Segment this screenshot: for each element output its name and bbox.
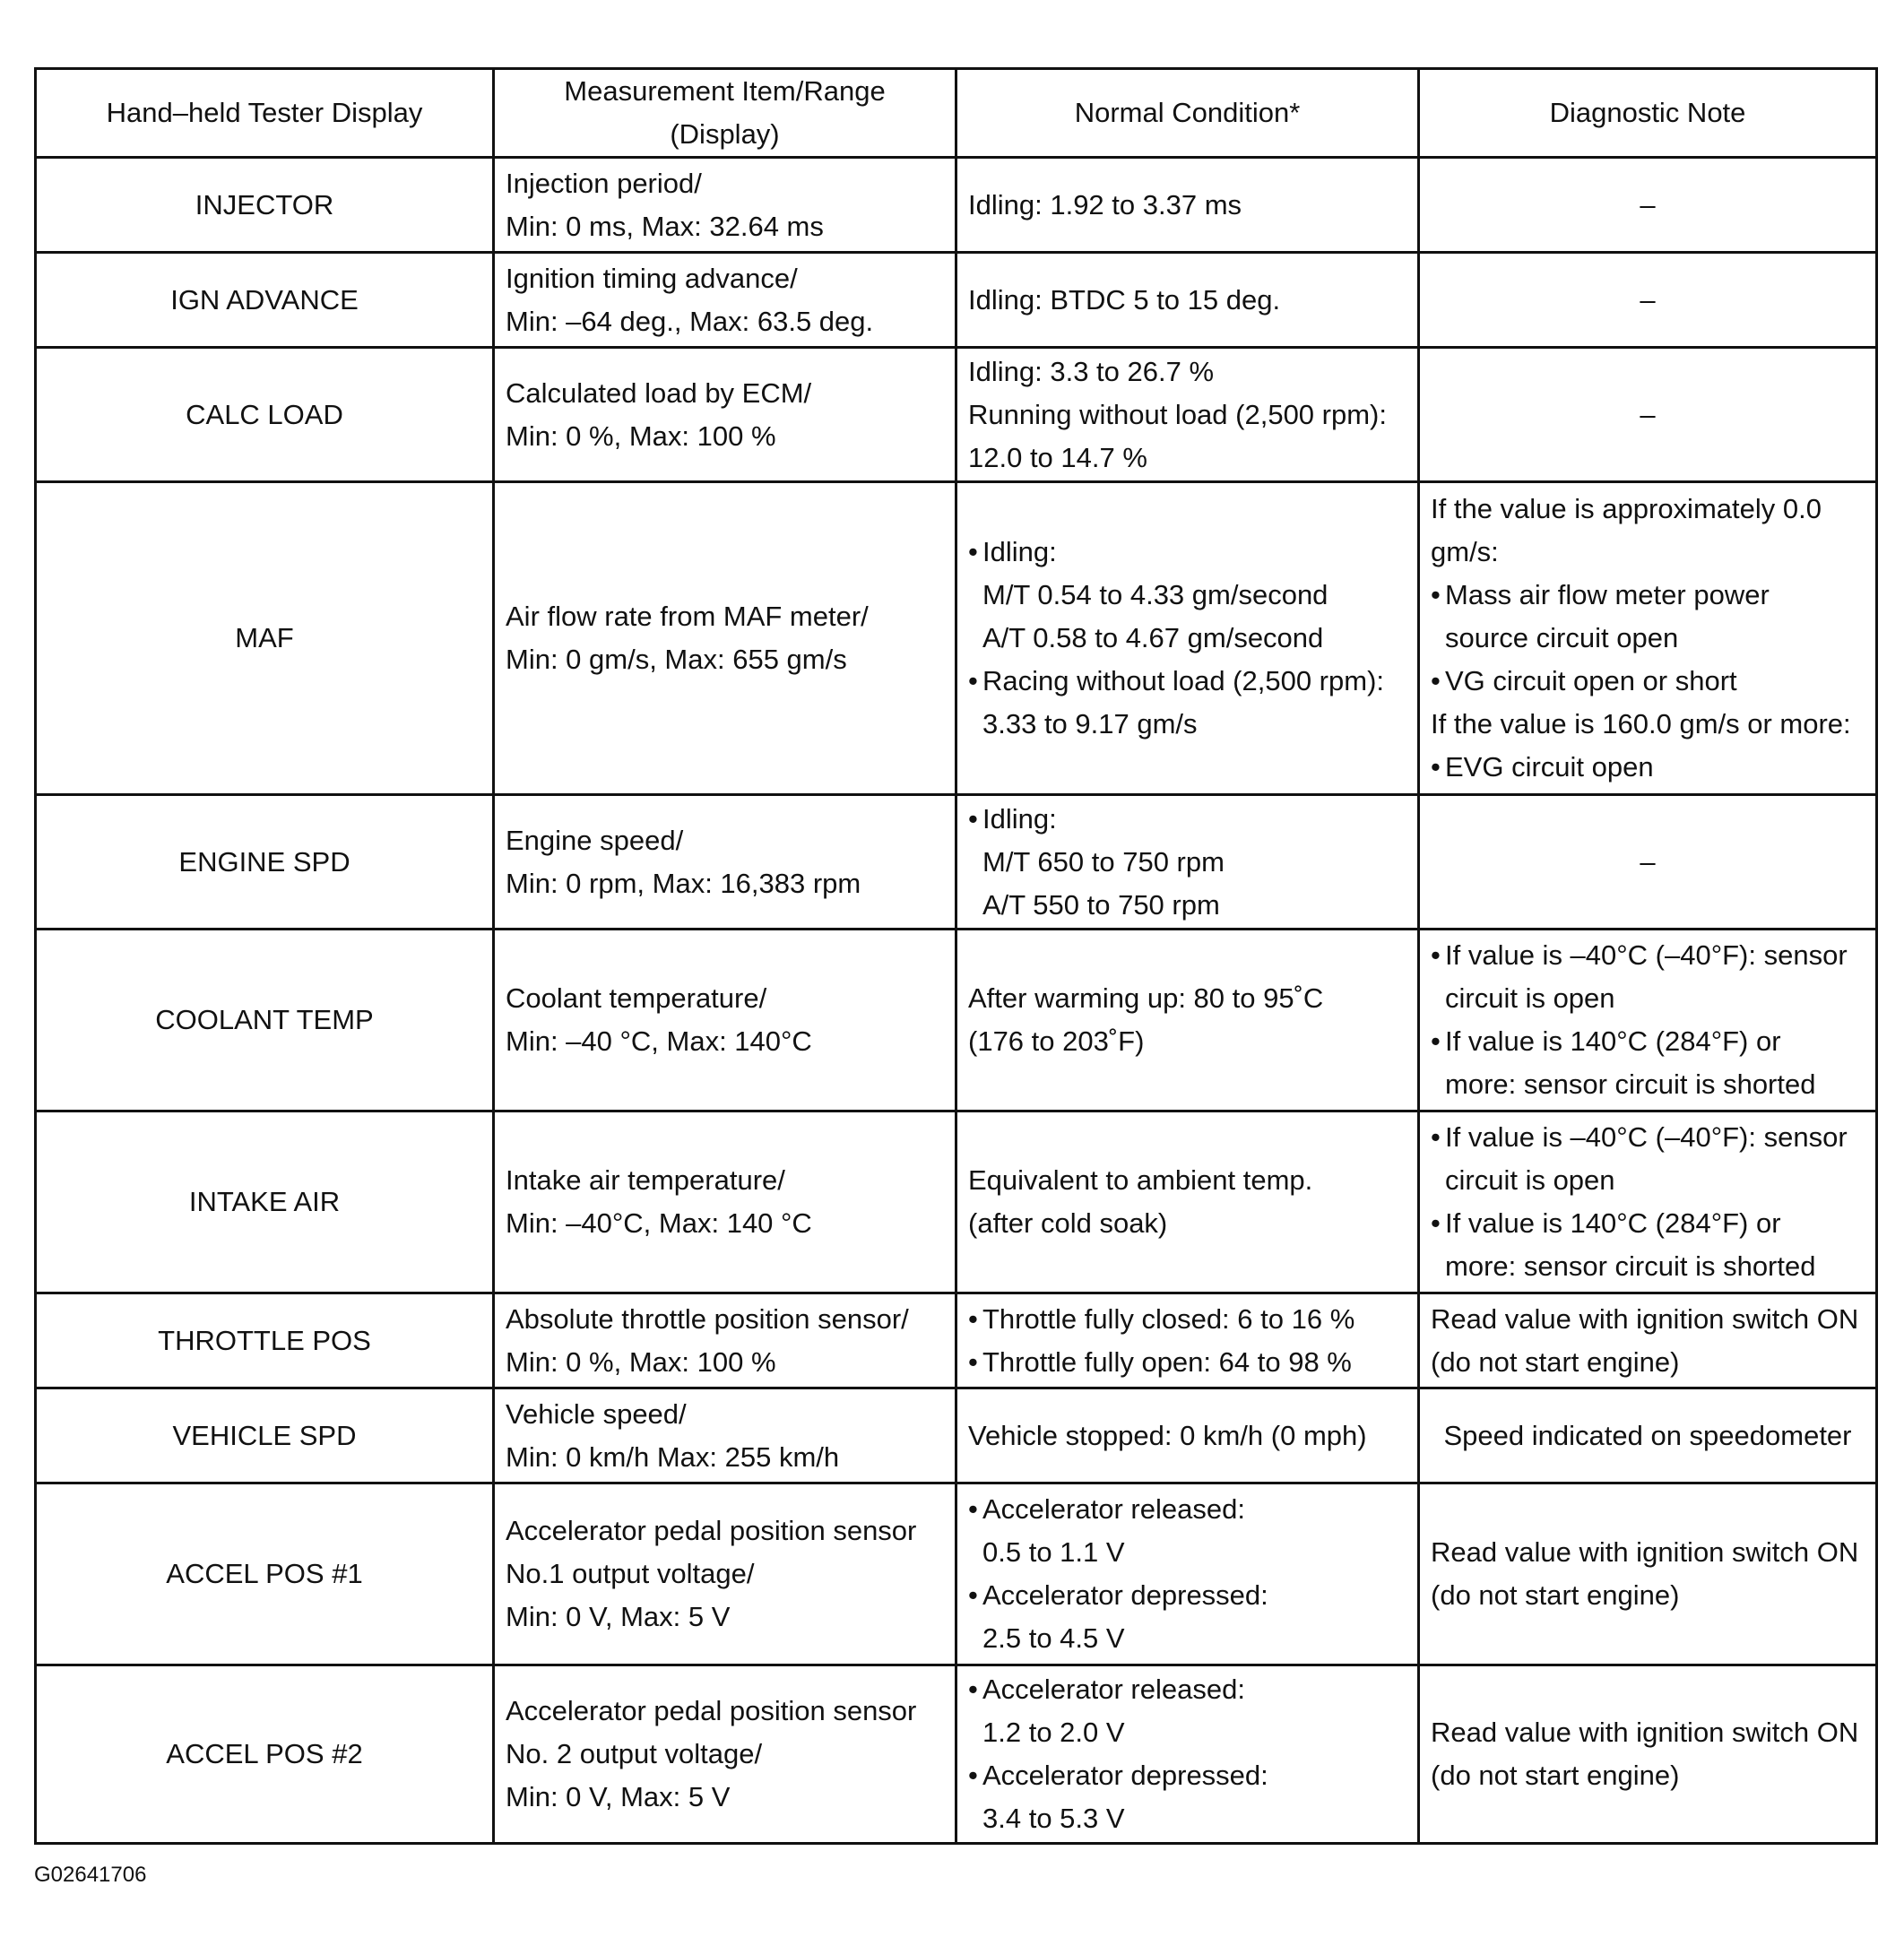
cell-display: ENGINE SPD bbox=[36, 795, 494, 930]
table-row bbox=[36, 253, 1877, 348]
cell-display: COOLANT TEMP bbox=[36, 930, 494, 1111]
cell-measurement: Vehicle speed/ Min: 0 km/h Max: 255 km/h bbox=[494, 1388, 956, 1483]
cell-note: Read value with ignition switch ON (do not start engine) bbox=[1419, 1293, 1877, 1388]
cell-measurement: Accelerator pedal position sensor No. 2 output voltage/ Min: 0 V, Max: 5 V bbox=[494, 1665, 956, 1844]
cell-note: Read value with ignition switch ON (do not start engine) bbox=[1419, 1483, 1877, 1665]
cell-note: – bbox=[1419, 253, 1877, 348]
cell-measurement: Ignition timing advance/ Min: –64 deg., Max: 63.5 deg. bbox=[494, 253, 956, 348]
header-display: Hand–held Tester Display bbox=[36, 69, 494, 158]
cell-measurement: Injection period/ Min: 0 ms, Max: 32.64 ms bbox=[494, 158, 956, 253]
cell-note: Speed indicated on speedometer bbox=[1419, 1388, 1877, 1483]
figure-code: G02641706 bbox=[34, 1863, 147, 1887]
cell-normal: Idling: 3.3 to 26.7 % Running without load (2,500 rpm): 12.0 to 14.7 % bbox=[956, 348, 1419, 482]
cell-display: IGN ADVANCE bbox=[36, 253, 494, 348]
cell-measurement: Intake air temperature/ Min: –40°C, Max: 140 °C bbox=[494, 1111, 956, 1293]
header-normal-condition: Normal Condition* bbox=[956, 69, 1419, 158]
cell-measurement: Air flow rate from MAF meter/ Min: 0 gm/s, Max: 655 gm/s bbox=[494, 482, 956, 795]
data-list-table bbox=[34, 67, 1878, 1845]
cell-display: CALC LOAD bbox=[36, 348, 494, 482]
cell-normal: Equivalent to ambient temp. (after cold soak) bbox=[956, 1111, 1419, 1293]
cell-note: If the value is approximately 0.0 gm/s: • Mass air flow meter power source circuit open • VG circuit open or short If the value is 160.0 gm/s or more: • EVG circuit open bbox=[1419, 482, 1877, 795]
cell-normal: • Throttle fully closed: 6 to 16 % • Throttle fully open: 64 to 98 % bbox=[956, 1293, 1419, 1388]
header-row bbox=[36, 69, 1877, 158]
cell-measurement: Accelerator pedal position sensor No.1 output voltage/ Min: 0 V, Max: 5 V bbox=[494, 1483, 956, 1665]
cell-display: ACCEL POS #1 bbox=[36, 1483, 494, 1665]
cell-measurement: Calculated load by ECM/ Min: 0 %, Max: 100 % bbox=[494, 348, 956, 482]
table-row bbox=[36, 1483, 1877, 1665]
cell-normal: • Idling: M/T 650 to 750 rpm A/T 550 to 750 rpm bbox=[956, 795, 1419, 930]
table-row bbox=[36, 482, 1877, 795]
cell-note: – bbox=[1419, 348, 1877, 482]
cell-measurement: Absolute throttle position sensor/ Min: 0 %, Max: 100 % bbox=[494, 1293, 956, 1388]
table-row bbox=[36, 795, 1877, 930]
header-diagnostic-note: Diagnostic Note bbox=[1419, 69, 1877, 158]
cell-note: Read value with ignition switch ON (do not start engine) bbox=[1419, 1665, 1877, 1844]
cell-display: VEHICLE SPD bbox=[36, 1388, 494, 1483]
cell-measurement: Engine speed/ Min: 0 rpm, Max: 16,383 rpm bbox=[494, 795, 956, 930]
cell-measurement: Coolant temperature/ Min: –40 °C, Max: 140°C bbox=[494, 930, 956, 1111]
table-row bbox=[36, 348, 1877, 482]
table-row bbox=[36, 158, 1877, 253]
cell-note: • If value is –40°C (–40°F): sensor circuit is open • If value is 140°C (284°F) or more: sensor circuit is shorted bbox=[1419, 1111, 1877, 1293]
cell-display: MAF bbox=[36, 482, 494, 795]
cell-note: – bbox=[1419, 158, 1877, 253]
cell-normal: After warming up: 80 to 95˚C (176 to 203˚F) bbox=[956, 930, 1419, 1111]
table-row bbox=[36, 1293, 1877, 1388]
cell-normal: • Accelerator released: 0.5 to 1.1 V • Accelerator depressed: 2.5 to 4.5 V bbox=[956, 1483, 1419, 1665]
cell-normal: Idling: 1.92 to 3.37 ms bbox=[956, 158, 1419, 253]
cell-note: • If value is –40°C (–40°F): sensor circuit is open • If value is 140°C (284°F) or more: sensor circuit is shorted bbox=[1419, 930, 1877, 1111]
cell-normal: • Accelerator released: 1.2 to 2.0 V • Accelerator depressed: 3.4 to 5.3 V bbox=[956, 1665, 1419, 1844]
table-row bbox=[36, 1388, 1877, 1483]
cell-normal: Idling: BTDC 5 to 15 deg. bbox=[956, 253, 1419, 348]
table-row bbox=[36, 1665, 1877, 1844]
cell-normal: • Idling: M/T 0.54 to 4.33 gm/second A/T 0.58 to 4.67 gm/second • Racing without load (2,500 rpm): 3.33 to 9.17 gm/s bbox=[956, 482, 1419, 795]
cell-normal: Vehicle stopped: 0 km/h (0 mph) bbox=[956, 1388, 1419, 1483]
cell-display: THROTTLE POS bbox=[36, 1293, 494, 1388]
table-row bbox=[36, 930, 1877, 1111]
cell-display: ACCEL POS #2 bbox=[36, 1665, 494, 1844]
cell-note: – bbox=[1419, 795, 1877, 930]
cell-display: INTAKE AIR bbox=[36, 1111, 494, 1293]
header-measurement: Measurement Item/Range (Display) bbox=[494, 69, 956, 158]
table-row bbox=[36, 1111, 1877, 1293]
cell-display: INJECTOR bbox=[36, 158, 494, 253]
